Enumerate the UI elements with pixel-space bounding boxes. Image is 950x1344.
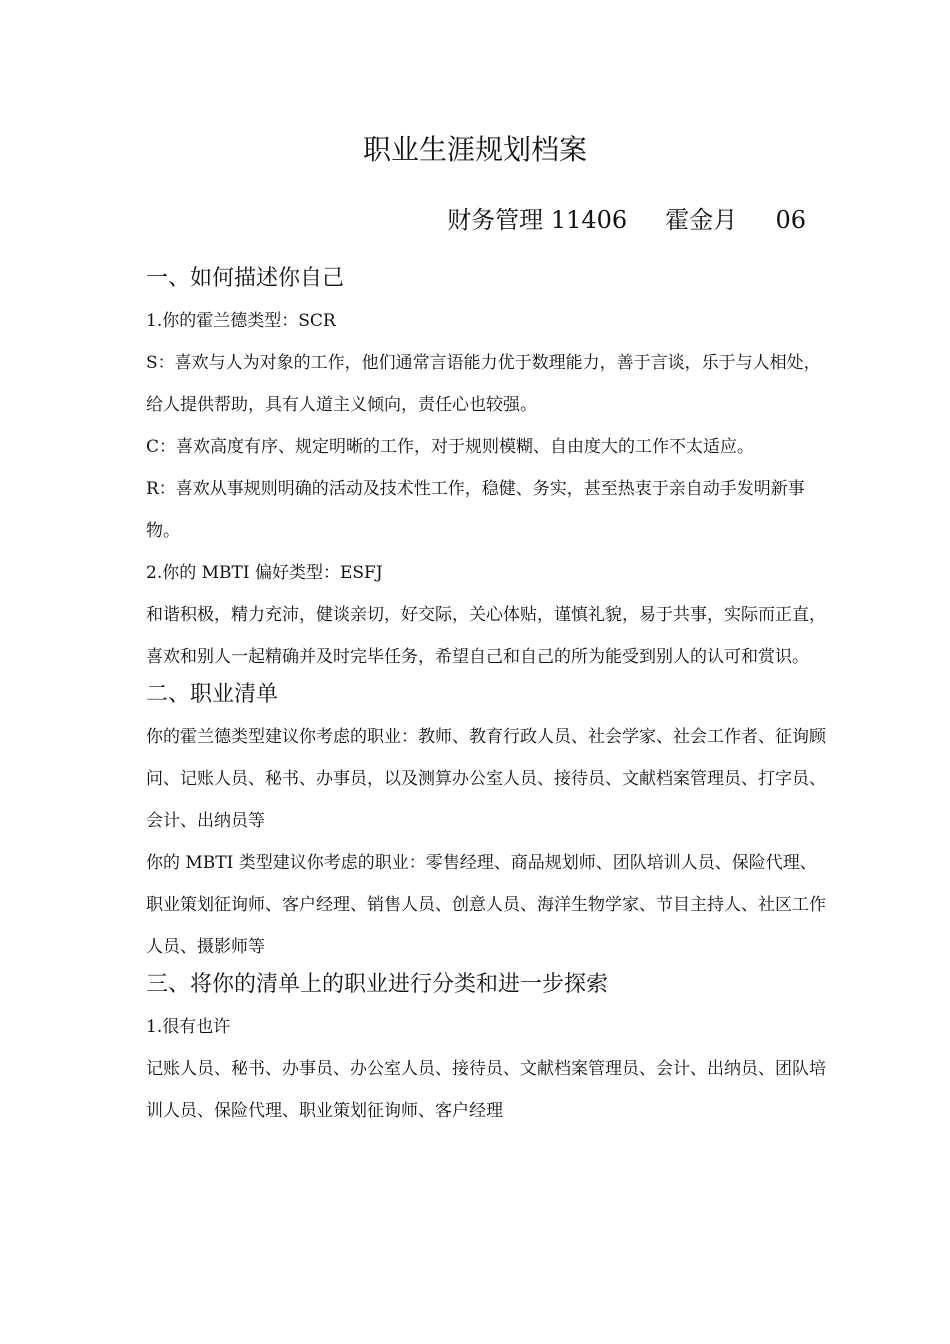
paragraph: 你的霍兰德类型建议你考虑的职业：教师、教育行政人员、社会学家、社会工作者、征询顾问、记账人员、秘书、办事员，以及测算办公室人员、接待员、文献档案管理员、打字员、会计、出纳员等 xyxy=(146,727,826,831)
paragraph: S：喜欢与人为对象的工作，他们通常言语能力优于数理能力，善于言谈，乐于与人相处，给人提供帮助，具有人道主义倾向，责任心也较强。 xyxy=(146,353,821,415)
paragraph: R：喜欢从事规则明确的活动及技术性工作，稳健、务实，甚至热衷于亲自动手发明新事物。 xyxy=(146,479,805,541)
document-body xyxy=(146,262,826,1132)
paragraph: 记账人员、秘书、办事员、办公室人员、接待员、文献档案管理员、会计、出纳员、团队培训人员、保险代理、职业策划征询师、客户经理 xyxy=(146,1059,826,1121)
paragraph: 1.很有也许 xyxy=(146,1017,231,1037)
paragraph: 你的 MBTI 类型建议你考虑的职业：零售经理、商品规划师、团队培训人员、保险代理、职业策划征询师、客户经理、销售人员、创意人员、海洋生物学家、节目主持人、社区工作人员、摄影师等 xyxy=(146,853,826,957)
paragraph: C：喜欢高度有序、规定明晰的工作，对于规则模糊、自由度大的工作不太适应。 xyxy=(146,437,755,457)
paragraph: 2.你的 MBTI 偏好类型：ESFJ xyxy=(146,563,383,583)
section-heading: 一、如何描述你自己 xyxy=(146,266,345,291)
author-line: 财务管理 11406 霍金月 06 xyxy=(447,206,806,234)
section-heading: 二、职业清单 xyxy=(146,682,279,707)
document-title: 职业生涯规划档案 xyxy=(362,133,587,166)
paragraph: 和谐积极，精力充沛，健谈亲切，好交际，关心体贴，谨慎礼貌，易于共事，实际而正直，喜欢和别人一起精确并及时完毕任务，希望自己和自己的所为能受到别人的认可和赏识。 xyxy=(146,605,826,667)
section-heading: 三、将你的清单上的职业进行分类和进一步探索 xyxy=(146,972,609,997)
paragraph: 1.你的霍兰德类型：SCR xyxy=(146,311,336,331)
